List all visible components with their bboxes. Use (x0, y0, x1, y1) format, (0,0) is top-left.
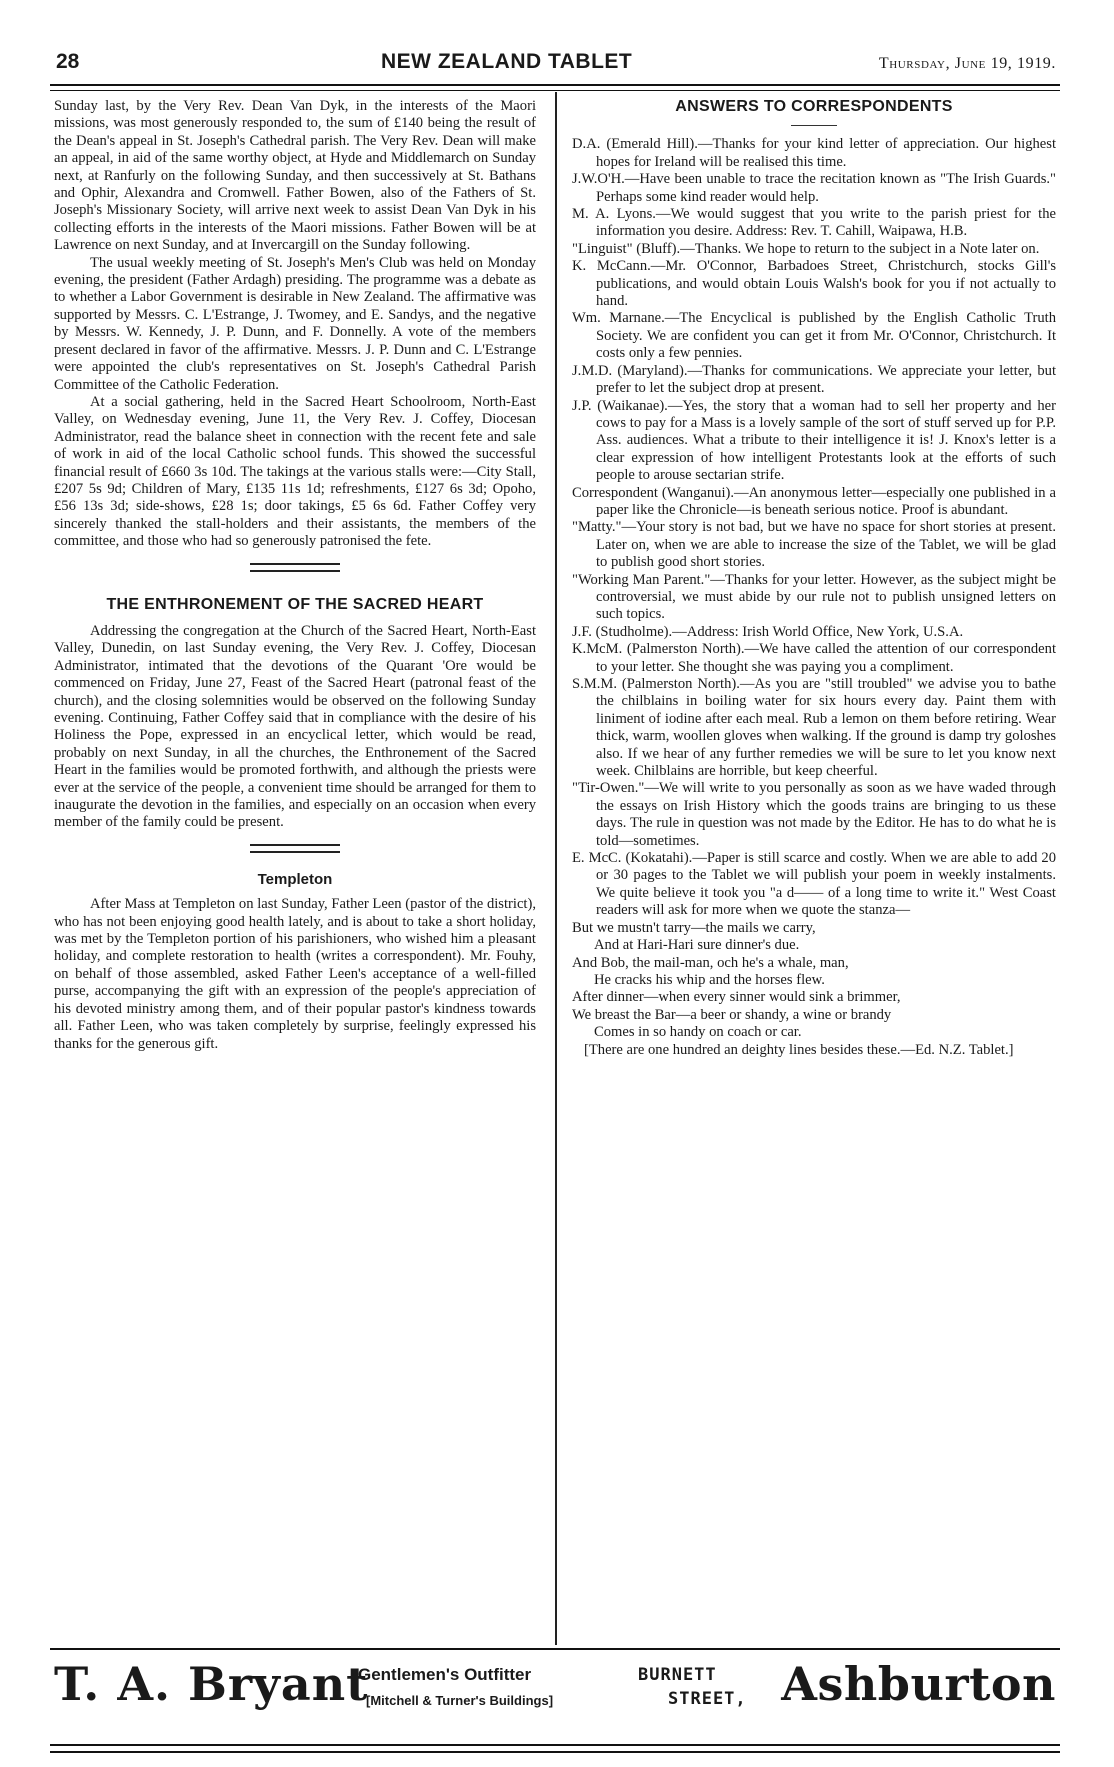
poem-line: Comes in so handy on coach or car. (594, 1024, 802, 1041)
correspondent-answer: E. McC. (Kokatahi).—Paper is still scarce and costly. When we are able to add 20 or 30 pages to the Tablet we will publish your poem in weekly instalments. We quite believe it took you "a d—— of a long time to write it." West Coast readers will ask for more when we quote the stanza— (572, 850, 1056, 919)
correspondent-answer: "Linguist" (Bluff).—Thanks. We hope to return to the subject in a Note later on. (572, 240, 1040, 257)
section-title: ANSWERS TO CORRESPONDENTS (675, 98, 953, 115)
correspondent-answer: "Working Man Parent."—Thanks for your letter. However, as the subject might be controversial, we must abide by our rule not to publish unsigned letters on such topics. (572, 571, 1056, 623)
advertiser-trade: Gentlemen's Outfitter (358, 1665, 532, 1684)
article-paragraph: The usual weekly meeting of St. Joseph's Men's Club was held on Monday evening, the president (Father Ardagh) presiding. The programme was a debate as to whether a Labor Government is desirable in New Zealand. The affirmative was supported by Messrs. C. L'Estrange, J. Twomey, and E. Sandys, and the negative by Messrs. W. Kennedy, J. P. Dunn, and F. Donnelly. A vote of the members present declared in favor of the affirmative. Messrs. J. P. Dunn and C. L'Estrange were appointed the club's representatives on St. Joseph's Cathedral Parish Committee of the Catholic Federation. (54, 254, 536, 393)
correspondent-answer: K.McM. (Palmerston North).—We have called the attention of our correspondent to your letter. She thought she was paying you a compliment. (572, 641, 1056, 675)
header-rule (50, 84, 1060, 91)
correspondent-answer: K. McCann.—Mr. O'Connor, Barbadoes Street, Christchurch, stocks Gill's publications, and would obtain Louis Walsh's book for you if not actually to hand. (572, 258, 1056, 310)
subhead-title: Templeton (257, 870, 333, 888)
page-number: 28 (56, 50, 80, 73)
footer-rule (50, 1648, 1060, 1650)
bottom-rule (50, 1744, 1060, 1753)
street-suffix: STREET, (668, 1689, 747, 1709)
article-paragraph: After Mass at Templeton on last Sunday, Father Leen (pastor of the district), who has not been enjoying good health lately, and is about to take a short holiday, was met by the Templeton portion of his parishioners, who wished him a pleasant holiday, and complete restoration to health (writes a correspondent). Mr. Fouhy, on behalf of those assembled, asked Father Leen's acceptance of a well-filled purse, accompanying the gift with an expression of the people's appreciation of his devoted ministry among them, and of their popular pastor's kindness towards all. Father Leen, who was taken completely by surprise, feelingly expressed his thanks for the generous gift. (54, 896, 536, 1052)
poem-line: We breast the Bar—a beer or shandy, a wine or brandy (572, 1006, 892, 1023)
advertiser-address: [Mitchell & Turner's Buildings] (366, 1693, 554, 1708)
correspondent-answer: Correspondent (Wanganui).—An anonymous letter—especially one published in a paper like the Chronicle—is beneath serious notice. Proof is abundant. (572, 484, 1056, 518)
poem-line: And at Hari-Hari sure dinner's due. (594, 937, 800, 954)
advertiser-name: T. A. Bryant (54, 1657, 369, 1711)
street-name: BURNETT (638, 1665, 717, 1685)
article-paragraph: Sunday last, by the Very Rev. Dean Van Dyk, in the interests of the Maori missions, was most generously responded to, the sum of £140 being the result of the Dean's appeal in St. Joseph's Cathedral parish. The Very Rev. Dean will make an appeal, in aid of the same worthy object, at Hyde and Middlemarch on Sunday next, at Ranfurly on the following Sunday, and then successively at St. Bathans and Ophir, Alexandra and Cromwell. Father Bowen, also of the Fathers of St. Joseph's Missionary Society, will arrive next week to assist Dean Van Dyk in his collecting efforts in the interests of the Maori missions. Father Bowen will be at Lawrence on next Sunday, and at Invercargill on the Sunday following. (54, 98, 536, 254)
poem-line: And Bob, the mail-man, och he's a whale, man, (572, 954, 849, 971)
right-column (572, 98, 1056, 1059)
masthead (56, 50, 1056, 80)
editor-note: [There are one hundred an deighty lines besides these.—Ed. N.Z. Tablet.] (584, 1041, 1014, 1058)
correspondent-answer: D.A. (Emerald Hill).—Thanks for your kind letter of appreciation. Our highest hopes for Ireland will be realised this time. (572, 136, 1056, 170)
section-divider (250, 844, 340, 853)
poem-line: But we mustn't tarry—the mails we carry, (572, 919, 816, 936)
correspondent-answer: "Matty."—Your story is not bad, but we have no space for short stories at present. Later on, when we are able to increase the size of the Tablet, we will be glad to publish good short stories. (572, 519, 1056, 571)
poem-line: He cracks his whip and the horses flew. (594, 971, 825, 988)
issue-date: Thursday, June 19, 1919. (878, 55, 1056, 72)
correspondent-answer: S.M.M. (Palmerston North).—As you are "still troubled" we advise you to bathe the chilblains in boiling water for six hours every day. Paint them with liniment of iodine after each meal. Rub a lemon on them before retiring. Wear thick, warm, woollen gloves when walking. If the ground is damp try goloshes also. If we hear of any further remedies we will be sure to let you know next week. Chilblains are horrible, but keep cheerful. (572, 676, 1056, 780)
section-divider (250, 563, 340, 572)
correspondent-answer: M. A. Lyons.—We would suggest that you write to the parish priest for the information you desire. Address: Rev. T. Cahill, Waipawa, H.B. (572, 206, 1056, 240)
correspondent-answer: "Tir-Owen."—We will write to you personally as soon as we have waded through the essays on Irish History which the goods trains are bringing to us these days. The rule in question was not made by the Editor. He has to do what he is told—sometimes. (572, 780, 1056, 849)
correspondent-answer: J.W.O'H.—Have been unable to trace the recitation known as "The Irish Guards." Perhaps some kind reader would help. (572, 171, 1056, 205)
correspondent-answer: Wm. Marnane.—The Encyclical is published by the English Catholic Truth Society. We are confident you can get it from Mr. O'Connor, Christchurch. It costs only a few pennies. (572, 310, 1056, 362)
article-paragraph: Addressing the congregation at the Church of the Sacred Heart, North-East Valley, Dunedin, on last Sunday evening, the Very Rev. J. Coffey, Diocesan Administrator, intimated that the devotions of the Quarant 'Ore would be commenced on Friday, June 27, Feast of the Sacred Heart (patronal feast of the church), and the closing solemnities would be observed on the following Sunday evening. Continuing, Father Coffey said that in compliance with the desire of his Holiness the Pope, expressed in an encyclical letter, which would be read, probably on next Sunday, in all the churches, the Enthronement of the Sacred Heart in the families would be promoted forthwith, and although the priests were ever at the service of the people, a convenient time should be arranged for them to inaugurate the devotion in the families, and especially on an occasion when every member of the family could be present. (54, 622, 536, 831)
correspondent-answer: J.F. (Studholme).—Address: Irish World Office, New York, U.S.A. (572, 623, 964, 640)
correspondent-answer: J.P. (Waikanae).—Yes, the story that a woman had to sell her property and her cows to pay for a Mass is a lovely sample of the sort of stuff served up for P.P. Ass. audiences. What a tribute to their intelligence it is! J. Knox's letter is a clear expression of how intelligent Protestants look at the efforts of such people to arouse sectarian strife. (572, 397, 1056, 484)
correspondent-answer: J.M.D. (Maryland).—Thanks for communications. We appreciate your letter, but prefer to let the subject drop at present. (572, 362, 1056, 397)
column-divider (555, 92, 557, 1645)
advertisement (54, 1655, 1056, 1737)
section-title: THE ENTHRONEMENT OF THE SACRED HEART (106, 595, 484, 613)
advertiser-town: Ashburton (781, 1657, 1056, 1711)
left-column (54, 98, 536, 1053)
poem-stanza (572, 920, 1056, 1042)
article-paragraph: At a social gathering, held in the Sacred Heart Schoolroom, North-East Valley, on Wednesday evening, June 11, the Very Rev. J. Coffey, Diocesan Administrator, read the balance sheet in connection with the recent fete and sale of work in aid of the local Catholic school funds. This showed the successful financial result of £660 3s 10d. The takings at the various stalls were:—City Stall, £207 5s 9d; Children of Mary, £135 11s 1d; refreshments, £127 6s 3d; Opoho, £56 13s 3d; side-shows, £28 1s; door takings, £5 6s 6d. Father Coffey very sincerely thanked the stall-holders and their assistants, the members of the committee, and those who had so generously patronised the fete. (54, 393, 536, 550)
poem-line: After dinner—when every sinner would sink a brimmer, (572, 989, 901, 1006)
paper-title: NEW ZEALAND TABLET (381, 50, 633, 73)
